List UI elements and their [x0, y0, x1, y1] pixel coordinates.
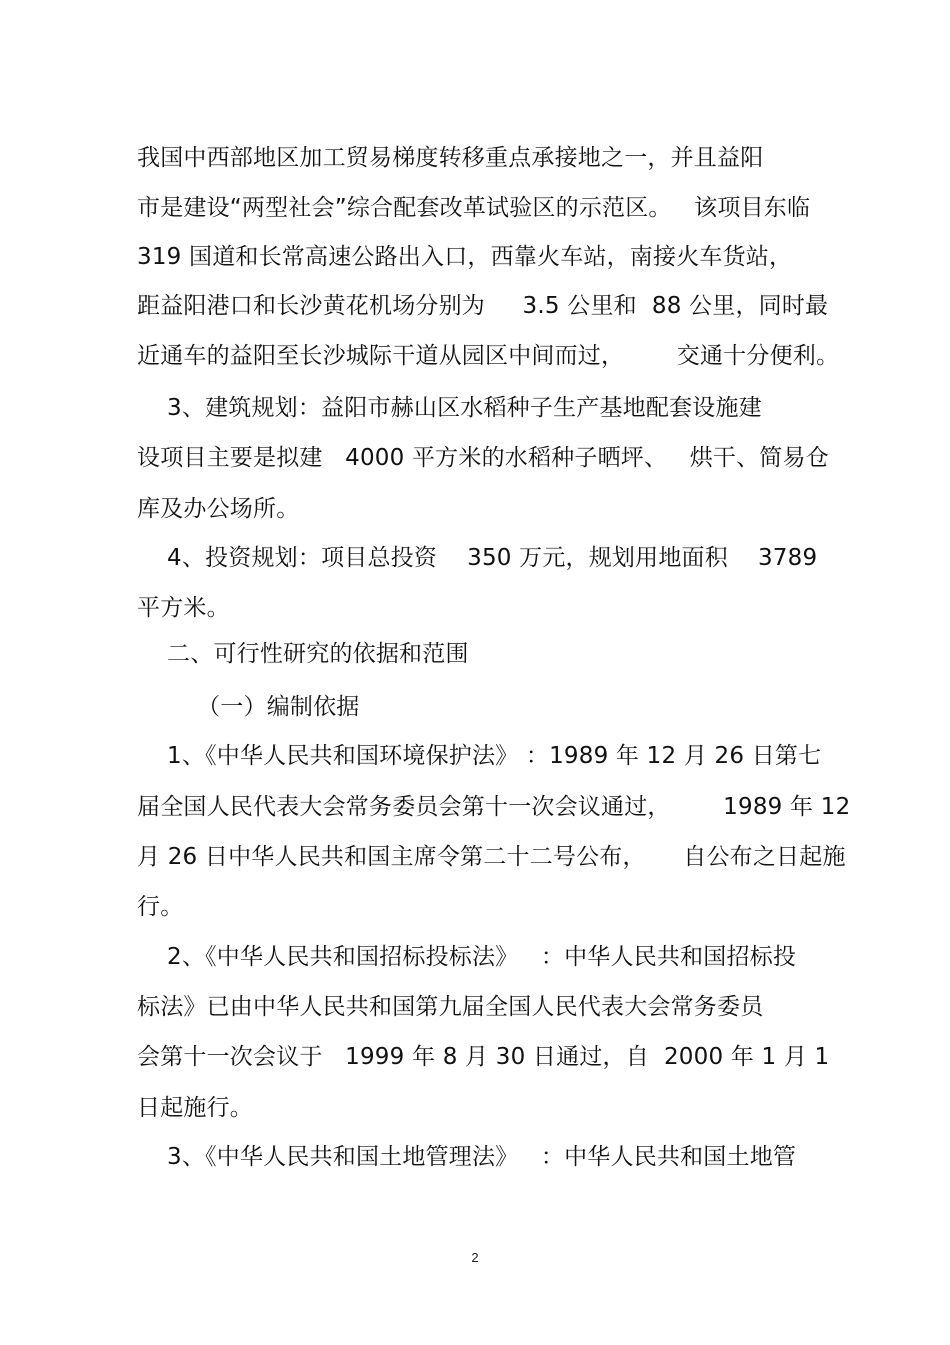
section-heading-line: 4、投资规划：项目总投资 350 万元，规划用地面积 3789: [137, 545, 818, 571]
body-text-line: 近通车的益阳至长沙城际干道从园区中间而过， 交通十分便利。: [137, 343, 840, 369]
body-text-line: 行。: [137, 894, 184, 920]
body-text-line: 我国中西部地区加工贸易梯度转移重点承接地之一，并且益阳: [137, 145, 764, 171]
body-text-line: 届全国人民代表大会常务委员会第十一次会议通过， 1989 年 12: [137, 794, 851, 820]
body-text-line: 市是建设“两型社会”综合配套改革试验区的示范区。 该项目东临: [137, 195, 811, 221]
body-text-line: 标法》已由中华人民共和国第九届全国人民代表大会常务委员: [137, 994, 764, 1020]
body-text-line: 库及办公场所。: [137, 496, 300, 522]
list-item-line: 3、《中华人民共和国土地管理法》 ：中华人民共和国土地管: [137, 1144, 797, 1170]
chapter-heading: 二、可行性研究的依据和范围: [137, 641, 469, 667]
body-text-line: 距益阳港口和长沙黄花机场分别为 3.5 公里和 88 公里，同时最: [137, 293, 829, 319]
list-item-line: 2、《中华人民共和国招标投标法》 ：中华人民共和国招标投: [137, 944, 797, 970]
section-heading-line: 3、建筑规划：益阳市赫山区水稻种子生产基地配套设施建: [137, 395, 762, 421]
body-text-line: 设项目主要是拟建 4000 平方米的水稻种子晒坪、 烘干、简易仓: [137, 445, 829, 471]
body-text-line: 会第十一次会议于 1999 年 8 月 30 日通过，自 2000 年 1 月 1: [137, 1044, 830, 1070]
body-text-line: 日起施行。: [137, 1095, 253, 1121]
page-number: 2: [471, 1250, 479, 1265]
sub-heading: （一）编制依据: [137, 694, 360, 720]
body-text-line: 平方米。: [137, 595, 230, 621]
list-item-line: 1、《中华人民共和国环境保护法》 ：1989 年 12 月 26 日第七: [137, 743, 822, 769]
body-text-line: 月 26 日中华人民共和国主席令第二十二号公布， 自公布之日起施: [137, 844, 846, 870]
body-text-line: 319 国道和长常高速公路出入口，西靠火车站，南接火车货站，: [137, 244, 793, 270]
